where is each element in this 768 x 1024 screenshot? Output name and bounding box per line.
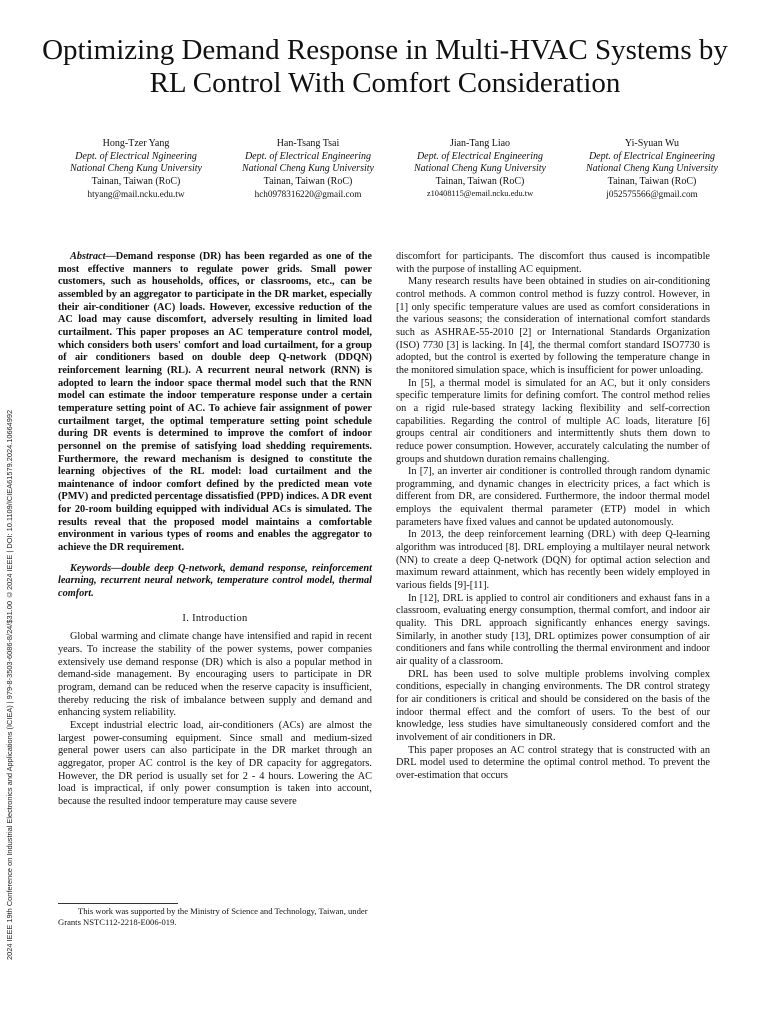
author-1	[56, 138, 216, 201]
conference-side-note: 2024 IEEE 19th Conference on Industrial Electronics and Applications (ICIEA) | 979-8-3503-6086-8/24/$31.00 ©2024 IEEE | DOI: 10.1109/ICIEA61579.2024.10664992	[5, 409, 14, 960]
author-name: Han-Tsang Tsai	[276, 138, 340, 149]
paragraph: discomfort for participants. The discomfort thus caused is incompatible with the purpose of installing AC equipment.	[396, 251, 710, 275]
author-dept: Dept. of Electrical Engineering	[416, 150, 544, 162]
keywords-label: Keywords	[70, 562, 112, 574]
author-name: Yi-Syuan Wu	[624, 138, 680, 149]
funding-footnote: This work was supported by the Ministry of Science and Technology, Taiwan, under Grants NSTC112-2218-E006-019.	[58, 906, 368, 927]
footnote-divider	[58, 903, 178, 904]
author-name: Hong-Tzer Yang	[102, 138, 170, 149]
author-location: Tainan, Taiwan (RoC)	[607, 175, 697, 187]
paragraph: In 2013, the deep reinforcement learning (DRL) with deep Q-learning algorithm was introduced [8]. DRL employing a multilayer neural network (NN) to create a deep Q-network (DQN) for optimal action selection and maximum reward attainment, which has recently been widely employed in various fields [9]-[11].	[396, 529, 710, 592]
paragraph: In [5], a thermal model is simulated for an AC, but it only considers specific temperature limits for defining comfort. The control method relies on a rigid rule-based strategy lacking flexibility and self-correction capabilities. Regarding the control of multiple AC loads, literature [6] groups central air conditioners and intermittently shuts them down to reduce power consumption. However, accurately calculating the number of groups and shutdown duration remains challenging.	[396, 377, 710, 465]
abstract-label: Abstract	[70, 251, 106, 262]
left-column	[58, 251, 372, 809]
author-email[interactable]: z10408115@email.ncku.edu.tw	[426, 189, 534, 199]
author-name: Jian-Tang Liao	[449, 138, 511, 149]
paragraph: This paper proposes an AC control strategy that is constructed with an DRL model used to determine the optimal control method. To prevent the over-estimation that occurs	[396, 744, 710, 781]
author-location: Tainan, Taiwan (RoC)	[435, 175, 525, 187]
paragraph: In [7], an inverter air conditioner is controlled through random dynamic programming, and dynamic changes in electricity prices, a fact which is different from DR, are considered. Furthermore, the indoor thermal model employs the equivalent thermal parameter (ETP) model in which parameters have fixed values and cannot be updated autonomously.	[396, 466, 710, 528]
abstract-text: —Demand response (DR) has been regarded as one of the most effective manners to regulate power grids. Small power customers, such as households, offices, or classrooms, etc., can be assembled by an aggregator to participate in the DR market, especially their air-conditioner (AC) loads. However, excessive reduction of the AC load may cause discomfort, adversely resulting in limited load curtailment. This paper proposes an AC temperature control model, which considers both users' comfort and load curtailment, for a group of air conditioners based on double deep Q-network (DDQN) reinforcement learning (RL). A recurrent neural network (RNN) is adopted to learn the indoor space thermal model such that the RNN model can estimate the indoor temperature response under a certain temperature setting point of AC. To achieve fair assignment of power curtailment target, the optimal temperature setting point schedule during DR events is determined to improve the comfort of indoor personnel on the premise of satisfying load shedding requirements. Furthermore, the reward mechanism is designed to constitute the learning objectives of the RL model: load curtailment and the maintenance of indoor comfort defined by the predicted mean vote (PMV) and predicted percentage dissatisfied (PPD) indices. A DR event for 20-room building equipped with individual ACs is simulated. The results reveal that the proposed model maintains a comfortable environment in various types of rooms and enables the aggregator to achieve the DR requirement.	[58, 251, 372, 554]
keywords-text: —double deep Q-network, demand response, reinforcement learning, recurrent neural network, temperature control model, thermal comfort.	[58, 562, 372, 600]
paragraph: Except industrial electric load, air-conditioners (ACs) are almost the largest power-consuming equipment. Since small and medium-sized general power users can also participate in the DR market through an aggregator, proper AC control is the key of DR capacity for aggregators. However, the DR period is usually set for 2 - 4 hours. Lowering the AC load is impractical, if only power consumption is taken into account, because the resulted indoor temperature may cause severe	[58, 719, 372, 807]
right-column	[396, 251, 710, 783]
author-email[interactable]: htyang@mail.ncku.edu.tw	[87, 189, 185, 200]
author-location: Tainan, Taiwan (RoC)	[91, 175, 181, 187]
author-email[interactable]: j052575566@gmail.com	[606, 189, 698, 200]
abstract	[58, 251, 372, 555]
section-heading-introduction: I. Introduction	[182, 612, 248, 624]
author-univ: National Cheng Kung University	[414, 163, 546, 175]
author-univ: National Cheng Kung University	[242, 163, 374, 175]
author-4	[572, 138, 732, 201]
author-dept: Dept. of Electrical Engineering	[244, 150, 372, 162]
author-email[interactable]: hch0978316220@gmail.com	[254, 189, 362, 200]
author-univ: National Cheng Kung University	[586, 163, 718, 175]
author-block	[56, 138, 732, 201]
author-dept: Dept. of Electrical Engineering	[588, 150, 716, 162]
author-dept: Dept. of Electrical Ngineering	[75, 150, 197, 162]
keywords	[58, 563, 372, 601]
paragraph: In [12], DRL is applied to control air conditioners and exhaust fans in a classroom, evaluating energy consumption, thermal comfort, and indoor air quality. This DRL approach significantly enhances energy savings. Similarly, in another study [13], DRL optimizes power consumption of air conditioners and fans while controlling the thermal environment and indoor air quality of a classroom.	[396, 592, 710, 667]
author-3	[400, 138, 560, 201]
paper-title: Optimizing Demand Response in Multi-HVAC Systems by RL Control With Comfort Consideration	[42, 34, 728, 99]
author-location: Tainan, Taiwan (RoC)	[263, 175, 353, 187]
paragraph: DRL has been used to solve multiple problems involving complex conditions, especially in changing environments. The DR control strategy for air conditioners is critical and should be considered on the basis of the indoor thermal effect and the comfort of users. To the best of our knowledge, less studies have simultaneously considered comfort and the involvement of air conditioners in DR.	[396, 668, 710, 743]
paragraph: Global warming and climate change have intensified and rapid in recent years. To increase the stability of the power systems, power companies extensively use demand response (DR) which is also a popular method in demand-side management. By encouraging users to participate in DR program, demand can be reduced when the reserve capacity is insufficient, thereby reducing the risk of imbalance between supply and demand and enhancing system reliability.	[58, 631, 372, 719]
author-2	[228, 138, 388, 201]
paragraph: Many research results have been obtained in studies on air-conditioning control methods. A common control method is fuzzy control. However, in [1] only specific temperature values are used as comfort considerations in the various seasons; the consideration of international comfort standards such as ASHRAE-55-2010 [2] or International Standards Organization (ISO) 7730 [3] is lacking. In [4], the thermal comfort standard ISO7730 is adopted, but the control is exerted by following the temperature change in the monitored simulation space, which is insufficient for power unloading.	[396, 276, 710, 376]
author-univ: National Cheng Kung University	[70, 163, 202, 175]
